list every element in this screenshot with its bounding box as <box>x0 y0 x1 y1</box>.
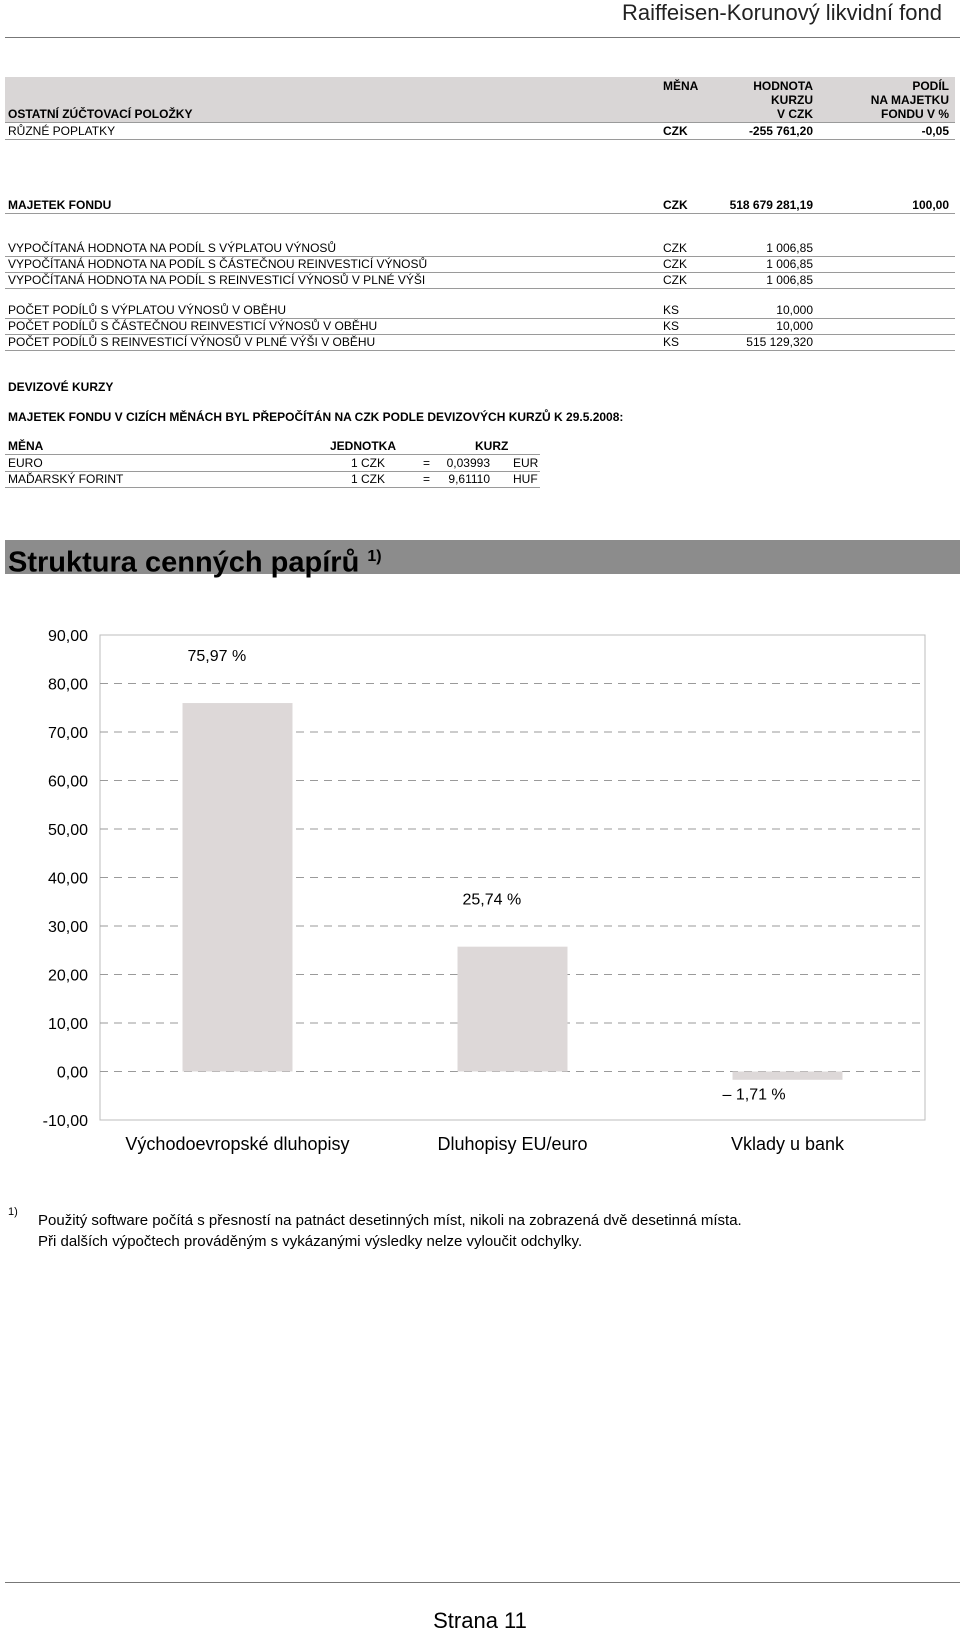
y-tick-label: 40,00 <box>47 870 88 888</box>
col-value-header-line2: KURZU <box>771 93 813 107</box>
y-tick-label: 90,00 <box>47 628 88 645</box>
footnote-text <box>38 1210 742 1252</box>
fx-title: DEVIZOVÉ KURZY <box>8 380 114 394</box>
securities-structure-chart <box>0 615 960 1175</box>
row-currency: CZK <box>663 257 687 271</box>
row-name: VYPOČÍTANÁ HODNOTA NA PODÍL S REINVESTICÍ VÝNOSŮ V PLNÉ VÝŠI <box>8 273 426 287</box>
y-tick-label: -10,00 <box>42 1113 88 1130</box>
structure-title-text: Struktura cenných papírů <box>8 546 360 579</box>
table-row <box>5 318 955 335</box>
footer-divider <box>5 1582 960 1583</box>
table-row <box>5 302 955 319</box>
row-name: VYPOČÍTANÁ HODNOTA NA PODÍL S ČÁSTEČNOU REINVESTICÍ VÝNOSŮ <box>8 257 428 271</box>
title-divider <box>5 37 960 38</box>
y-tick-label: 10,00 <box>47 1016 88 1033</box>
table-row <box>5 272 955 289</box>
structure-title <box>8 540 382 580</box>
data-label: 75,97 % <box>187 648 247 666</box>
fx-eq: = <box>423 456 431 470</box>
other-items-title: OSTATNÍ ZÚČTOVACÍ POLOŽKY <box>8 107 193 121</box>
fx-col-rate: KURZ <box>475 439 509 453</box>
x-category-label: Vklady u bank <box>730 1134 845 1154</box>
bar <box>733 1072 843 1080</box>
fx-header-row <box>5 438 540 455</box>
fund-assets-row <box>5 197 955 214</box>
y-tick-label: 50,00 <box>47 822 88 839</box>
row-value: 10,000 <box>776 303 813 317</box>
fx-currency: MAĎARSKÝ FORINT <box>8 472 124 486</box>
footnote-line1: Použitý software počítá s přesností na patnáct desetinných míst, nikoli na zobrazená dvě desetinná místa. <box>38 1212 742 1229</box>
row-name: RŮZNÉ POPLATKY <box>8 124 116 138</box>
row-value: 10,000 <box>776 319 813 333</box>
row-value: 515 129,320 <box>746 335 813 349</box>
row-currency: CZK <box>663 124 688 138</box>
other-items-title-row <box>5 106 955 123</box>
row-currency: KS <box>663 303 680 317</box>
row-value: 1 006,85 <box>766 257 813 271</box>
fx-code: HUF <box>513 472 538 486</box>
row-share: 100,00 <box>912 198 949 212</box>
table-row <box>5 240 955 257</box>
col-value-header-line1: HODNOTA <box>753 79 813 93</box>
footnote-line2: Při dalších výpočtech prováděným s vykázanými výsledky nelze vyloučit odchylky. <box>38 1233 583 1250</box>
row-currency: CZK <box>663 241 687 255</box>
fx-rate: 0,03993 <box>446 456 490 470</box>
row-name: POČET PODÍLŮ S ČÁSTEČNOU REINVESTICÍ VÝNOSŮ V OBĚHU <box>8 319 378 333</box>
row-name: VYPOČÍTANÁ HODNOTA NA PODÍL S VÝPLATOU VÝNOSŮ <box>8 241 337 255</box>
footnote-marker: 1) <box>8 1206 18 1218</box>
row-name: MAJETEK FONDU <box>8 198 112 212</box>
row-value: -255 761,20 <box>748 124 813 138</box>
fx-col-unit: JEDNOTKA <box>330 439 397 453</box>
fx-row <box>5 471 540 488</box>
row-value: 1 006,85 <box>766 241 813 255</box>
fx-rate: 9,61110 <box>448 472 490 486</box>
table-row <box>5 123 955 140</box>
fx-row <box>5 455 540 472</box>
bar <box>458 947 568 1072</box>
x-category-label: Dluhopisy EU/euro <box>437 1134 588 1154</box>
fx-currency: EURO <box>8 456 43 470</box>
y-tick-label: 80,00 <box>47 676 88 694</box>
bar <box>183 703 293 1071</box>
row-currency: CZK <box>663 273 687 287</box>
fx-unit: 1 CZK <box>350 472 385 486</box>
col-value-header-line3: V CZK <box>777 107 813 121</box>
row-value: 518 679 281,19 <box>729 198 813 212</box>
fund-name-title: Raiffeisen-Korunový likvidní fond <box>622 0 942 25</box>
table-row <box>5 334 955 351</box>
row-share: -0,05 <box>921 124 949 138</box>
structure-title-sup: 1) <box>367 548 382 565</box>
data-label: – 1,71 % <box>722 1086 786 1104</box>
col-share-header-line1: PODÍL <box>912 79 949 93</box>
y-tick-label: 60,00 <box>47 773 88 791</box>
x-category-label: Východoevropské dluhopisy <box>125 1134 350 1154</box>
y-tick-label: 0,00 <box>56 1064 88 1082</box>
row-name: POČET PODÍLŮ S REINVESTICÍ VÝNOSŮ V PLNÉ VÝŠI V OBĚHU <box>8 335 376 349</box>
col-share-header-line2: NA MAJETKU <box>870 93 949 107</box>
y-tick-label: 20,00 <box>47 967 88 985</box>
row-name: POČET PODÍLŮ S VÝPLATOU VÝNOSŮ V OBĚHU <box>8 303 287 317</box>
fx-unit: 1 CZK <box>350 456 385 470</box>
fx-col-currency: MĚNA <box>8 439 44 453</box>
y-tick-label: 70,00 <box>47 725 88 742</box>
fx-code: EUR <box>513 456 539 470</box>
page-number: Strana 11 <box>433 1608 527 1633</box>
fx-note: MAJETEK FONDU V CIZÍCH MĚNÁCH BYL PŘEPOČÍTÁN NA CZK PODLE DEVIZOVÝCH KURZŮ K 29.5.2008: <box>8 410 624 424</box>
col-share-header-line3: FONDU V % <box>880 107 949 121</box>
y-tick-label: 30,00 <box>47 919 88 936</box>
row-currency: KS <box>663 335 680 349</box>
fx-eq: = <box>423 472 431 486</box>
table-row <box>5 256 955 273</box>
row-currency: CZK <box>663 198 688 212</box>
row-value: 1 006,85 <box>766 273 813 287</box>
row-currency: KS <box>663 319 680 333</box>
col-currency-header: MĚNA <box>663 79 699 93</box>
data-label: 25,74 % <box>462 891 522 909</box>
